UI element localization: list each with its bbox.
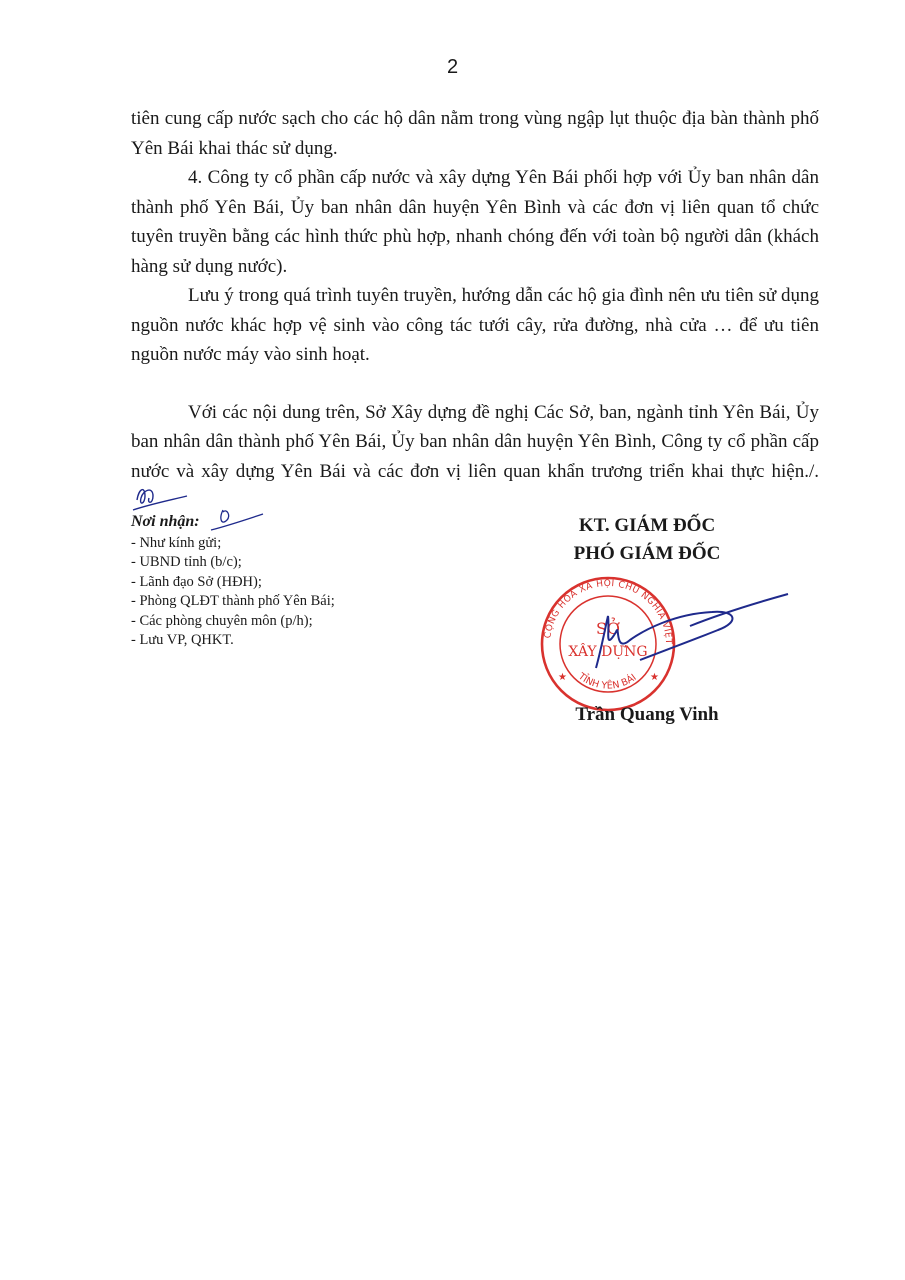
paragraph-continuation: tiên cung cấp nước sạch cho các hộ dân nằm trong vùng ngập lụt thuộc địa bàn thành phố Yên Bái khai thác sử dụng.: [131, 108, 819, 159]
seal-icon: [540, 574, 675, 710]
paragraph-note: Lưu ý trong quá trình tuyên truyền, hướng dẫn các hộ gia đình nên ưu tiên sử dụng nguồn nước khác hợp vệ sinh vào công tác tưới cây, rửa đường, nhà cửa … để ưu tiên nguồn nước máy vào sinh hoạt.: [131, 285, 819, 365]
recipient-item: - Lưu VP, QHKT.: [131, 632, 234, 648]
signer-title: [532, 512, 762, 568]
seal-star-icon: ★: [650, 672, 659, 683]
paragraph-item-4: 4. Công ty cổ phần cấp nước và xây dựng Yên Bái phối hợp với Ủy ban nhân dân thành phố Yên Bái, Ủy ban nhân dân huyện Yên Bình và các đơn vị liên quan tổ chức tuyên truyền bằng các hình thức phù hợp, nhanh chóng đến với toàn bộ người dân (khách hàng sử dụng nước).: [131, 167, 819, 277]
initials-mark: [201, 504, 271, 534]
recipient-item: - UBND tỉnh (b/c);: [131, 554, 242, 570]
recipients-heading: Nơi nhận:: [131, 512, 451, 532]
seal-center-top: SỞ: [595, 619, 621, 638]
seal-bottom-text: TỈNH YÊN BÁI: [576, 671, 639, 692]
closing-text: Với các nội dung trên, Sở Xây dựng đề nghị Các Sở, ban, ngành tỉnh Yên Bái, Ủy ban nhân dân thành phố Yên Bái, Ủy ban nhân dân huyện Yên Bình, Công ty cổ phần cấp nước và xây dựng Yên Bái và các đơn vị liên quan khẩn trương triển khai thực hiện./.: [131, 401, 819, 482]
recipient-item: - Phòng QLĐT thành phố Yên Bái;: [131, 593, 335, 609]
paragraph-closing: [131, 398, 819, 516]
recipient-item: - Các phòng chuyên môn (p/h);: [131, 612, 313, 629]
seal-ring-text: CỘNG HÒA XÃ HỘI CHỦ NGHĨA VIỆT: [543, 578, 674, 645]
signer-name: Trần Quang Vinh: [575, 704, 719, 725]
signer-title-line1: KT. GIÁM ĐỐC: [578, 515, 716, 536]
recipients-block: [131, 512, 451, 651]
official-seal-with-signature: [540, 574, 820, 714]
page-number: 2: [446, 56, 459, 78]
document-body: [131, 104, 819, 516]
seal-center-bottom: XÂY DỰNG: [568, 644, 648, 660]
signer-title-line2: PHÓ GIÁM ĐỐC: [573, 543, 721, 564]
recipient-item: - Lãnh đạo Sở (HĐH);: [131, 573, 262, 590]
recipients-list: [131, 534, 451, 651]
svg-text:TỈNH YÊN BÁI: [575, 670, 638, 691]
recipient-item: - Như kính gửi;: [131, 534, 222, 551]
initials-signature: [131, 496, 191, 506]
seal-star-icon: ★: [558, 672, 567, 683]
